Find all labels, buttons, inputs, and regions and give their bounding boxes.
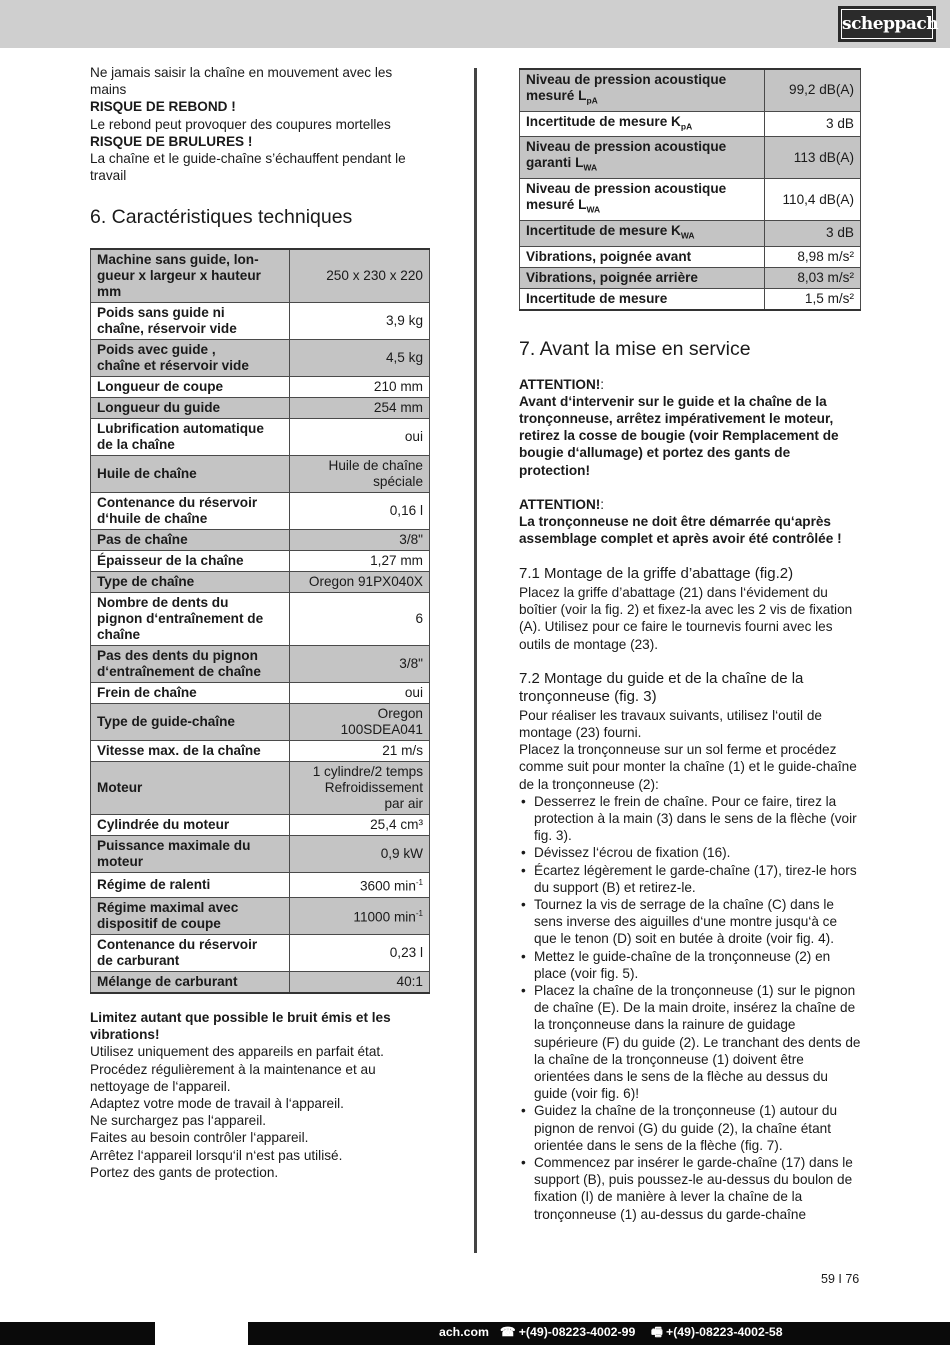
spec-row bbox=[91, 340, 430, 377]
spec-row bbox=[91, 572, 430, 593]
left-column bbox=[90, 64, 430, 1181]
intro-line: La chaîne et le guide-chaîne s’échauffent pendant le travail bbox=[90, 151, 406, 184]
spec-value: 3/8" bbox=[290, 646, 430, 683]
footer-phone: ☎ +(49)-08223-4002-99 bbox=[500, 1325, 636, 1339]
spec-value: 8,03 m/s² bbox=[765, 267, 861, 288]
spec-row bbox=[91, 762, 430, 815]
section-title-7: 7. Avant la mise en service bbox=[519, 337, 751, 360]
spec-value: 99,2 dB(A) bbox=[765, 69, 861, 111]
spec-row bbox=[520, 69, 861, 111]
intro-line: Le rebond peut provoquer des coupures mortelles bbox=[90, 116, 391, 132]
list-item: • Desserrez le frein de chaîne. Pour ce faire, tirez la protection à la main (3) dans le sens de la flèche (voir fig. 3). bbox=[519, 793, 861, 845]
advice-line: Portez des gants de protection. bbox=[90, 1164, 279, 1180]
spec-row bbox=[91, 741, 430, 762]
spec-label: Épaisseur de la chaîne bbox=[91, 551, 290, 572]
spec-label: Longueur de coupe bbox=[91, 377, 290, 398]
advice-line: Procédez régulièrement à la maintenance et au nettoyage de l‘appareil. bbox=[90, 1061, 376, 1094]
advice-line: Faites au besoin contrôler l‘appareil. bbox=[90, 1130, 309, 1146]
intro-line: RISQUE DE BRULURES ! bbox=[90, 133, 253, 149]
spec-row bbox=[91, 646, 430, 683]
spec-label: Incertitude de mesure $K_{pA}$ bbox=[520, 111, 765, 137]
spec-label: Mélange de carburant bbox=[91, 971, 290, 993]
footer-bar bbox=[0, 1322, 950, 1345]
brand-logo-text: scheppach bbox=[841, 9, 933, 39]
spec-label: Lubrification automatique de la chaîne bbox=[91, 419, 290, 456]
spec-label: Machine sans guide, lon- gueur x largeur x hauteur mm bbox=[91, 249, 290, 303]
spec-label: Niveau de pression acoustique mesuré $L_{pA}$ bbox=[520, 69, 765, 111]
spec-label: Moteur bbox=[91, 762, 290, 815]
spec-row bbox=[91, 704, 430, 741]
spec-row bbox=[91, 419, 430, 456]
spec-label: Type de guide-chaîne bbox=[91, 704, 290, 741]
spec-value: oui bbox=[290, 419, 430, 456]
right-column bbox=[519, 68, 861, 1223]
noise-advice bbox=[90, 1043, 430, 1181]
advice-line: Adaptez votre mode de travail à l‘appareil. bbox=[90, 1095, 344, 1111]
intro-line: Ne jamais saisir la chaîne en mouvement avec les mains bbox=[90, 65, 393, 98]
noise-warning: Limitez autant que possible le bruit émis et les vibrations! bbox=[90, 1009, 391, 1043]
attention-text: La tronçonneuse ne doit être démarrée qu‘après assemblage complet et après avoir été contrôlée ! bbox=[519, 514, 842, 547]
spec-value: Oregon 91PX040X bbox=[290, 572, 430, 593]
spec-row bbox=[91, 815, 430, 836]
spec-row bbox=[91, 873, 430, 898]
spec-label: Frein de chaîne bbox=[91, 683, 290, 704]
header-bar bbox=[0, 0, 950, 48]
subsection-text-7-2: Placez la tronçonneuse sur un sol ferme et procédez comme suit pour monter la chaîne (1) et le guide-chaîne de la tronçonneuse (2): bbox=[519, 742, 857, 792]
list-item: • Mettez le guide-chaîne de la tronçonneuse (2) en place (voir fig. 5). bbox=[519, 948, 861, 982]
spec-value: 3 dB bbox=[765, 111, 861, 137]
spec-label: Vibrations, poignée avant bbox=[520, 246, 765, 267]
page-number: 59 I 76 bbox=[821, 1272, 860, 1286]
spec-row bbox=[520, 288, 861, 310]
attention-label: ATTENTION! bbox=[519, 496, 601, 512]
spec-label: Niveau de pression acoustique garanti $L_{WA}$ bbox=[520, 137, 765, 179]
spec-label: Puissance maximale du moteur bbox=[91, 836, 290, 873]
spec-value: 6 bbox=[290, 593, 430, 646]
subsection-title-7-2: 7.2 Montage du guide et de la chaîne de la tronçonneuse (fig. 3) bbox=[519, 669, 804, 706]
spec-label: Longueur du guide bbox=[91, 398, 290, 419]
spec-label: Pas des dents du pignon d‘entraînement de chaîne bbox=[91, 646, 290, 683]
spec-value: 113 dB(A) bbox=[765, 137, 861, 179]
spec-row bbox=[520, 111, 861, 137]
spec-row bbox=[91, 593, 430, 646]
footer-website[interactable]: ach.com bbox=[439, 1325, 489, 1339]
attention-block-2: ATTENTION!: La tronçonneuse ne doit être démarrée qu‘après assemblage complet et après avoir été contrôlée ! bbox=[519, 496, 861, 548]
spec-label: Pas de chaîne bbox=[91, 530, 290, 551]
subsection-text-7-2: Pour réaliser les travaux suivants, utilisez l‘outil de montage (23) fourni. bbox=[519, 707, 822, 740]
advice-line: Arrêtez l‘appareil lorsqu‘il n‘est pas utilisé. bbox=[90, 1147, 343, 1163]
spec-value: 3 dB bbox=[765, 220, 861, 246]
advice-line: Utilisez uniquement des appareils en parfait état. bbox=[90, 1044, 384, 1060]
spec-row bbox=[91, 377, 430, 398]
spec-value: 250 x 230 x 220 bbox=[290, 249, 430, 303]
spec-table-right bbox=[519, 68, 861, 311]
spec-label: Vibrations, poignée arrière bbox=[520, 267, 765, 288]
list-item: • Tournez la vis de serrage de la chaîne (C) dans le sens inverse des aiguilles d‘une montre jusqu‘à ce que le tenon (D) soit en butée à droite (voir fig. 4). bbox=[519, 896, 861, 948]
spec-value: oui bbox=[290, 683, 430, 704]
spec-value: 11000 $\min^{-1}$ bbox=[290, 897, 430, 934]
list-item: • Placez la chaîne de la tronçonneuse (1) sur le pignon de chaîne (E). De la main droite, insérez la chaîne de la tronçonneuse dans la rainure de guidage supérieure (F) du guide (2). Le tranchant des dents de la chaîne de la tronçonneuse (1) doivent être orientées dans le sens de la flèche au dessus du guide (voir fig. 6)! bbox=[519, 982, 861, 1102]
spec-value: 4,5 kg bbox=[290, 340, 430, 377]
spec-row bbox=[91, 456, 430, 493]
spec-row bbox=[91, 836, 430, 873]
spec-row bbox=[91, 493, 430, 530]
column-divider bbox=[474, 68, 477, 1253]
section-title-6: 6. Caractéristiques techniques bbox=[90, 206, 353, 229]
advice-line: Ne surchargez pas l‘appareil. bbox=[90, 1113, 267, 1129]
spec-row bbox=[91, 897, 430, 934]
intro-line: RISQUE DE REBOND ! bbox=[90, 99, 236, 115]
spec-value: 210 mm bbox=[290, 377, 430, 398]
spec-row bbox=[91, 551, 430, 572]
list-item: • Dévissez l‘écrou de fixation (16). bbox=[519, 844, 861, 861]
spec-table-left bbox=[90, 248, 430, 994]
spec-row bbox=[91, 971, 430, 993]
spec-label: Niveau de pression acoustique mesuré $L_{WA}$ bbox=[520, 179, 765, 221]
spec-label: Régime de ralenti bbox=[91, 873, 290, 898]
spec-value: 1 cylindre/2 temps Refroidissement par air bbox=[290, 762, 430, 815]
spec-row bbox=[91, 934, 430, 971]
spec-value: Oregon 100SDEA041 bbox=[290, 704, 430, 741]
spec-label: Poids avec guide , chaîne et réservoir vide bbox=[91, 340, 290, 377]
list-item: • Commencez par insérer le garde-chaîne (17) dans le support (B), puis poussez-le au-dessus du boulon de fixation (I) de manière à lever la chaîne de la tronçonneuse (1) au-dessus du garde-chaîne bbox=[519, 1154, 861, 1223]
spec-label: Huile de chaîne bbox=[91, 456, 290, 493]
brand-logo bbox=[838, 6, 939, 42]
spec-value: 0,23 l bbox=[290, 934, 430, 971]
spec-value: 3600 $\min^{-1}$ bbox=[290, 873, 430, 898]
spec-label: Incertitude de mesure bbox=[520, 288, 765, 310]
spec-row bbox=[520, 179, 861, 221]
spec-value: 0,16 l bbox=[290, 493, 430, 530]
spec-row bbox=[520, 220, 861, 246]
spec-value: 40:1 bbox=[290, 971, 430, 993]
spec-label: Poids sans guide ni chaîne, réservoir vide bbox=[91, 303, 290, 340]
attention-label: ATTENTION! bbox=[519, 376, 601, 392]
intro-text bbox=[90, 64, 430, 184]
footer-block bbox=[0, 1322, 155, 1345]
spec-value: 1,27 mm bbox=[290, 551, 430, 572]
spec-row bbox=[520, 246, 861, 267]
spec-value: Huile de chaîne spéciale bbox=[290, 456, 430, 493]
spec-label: Incertitude de mesure $K_{WA}$ bbox=[520, 220, 765, 246]
spec-value: 3,9 kg bbox=[290, 303, 430, 340]
spec-label: Nombre de dents du pignon d‘entraînement de chaîne bbox=[91, 593, 290, 646]
spec-value: 110,4 dB(A) bbox=[765, 179, 861, 221]
instruction-list bbox=[519, 793, 861, 1223]
attention-block-1: ATTENTION!: Avant d‘intervenir sur le guide et la chaîne de la tronçonneuse, arrêtez impérativement le moteur, retirez la cosse de bougie (voir Remplacement de bougie d‘allumage) et portez des gants de protection! bbox=[519, 376, 861, 479]
spec-label: Contenance du réservoir d‘huile de chaîne bbox=[91, 493, 290, 530]
spec-row bbox=[520, 137, 861, 179]
spec-row bbox=[91, 530, 430, 551]
spec-row bbox=[91, 303, 430, 340]
spec-row bbox=[91, 249, 430, 303]
spec-value: 21 m/s bbox=[290, 741, 430, 762]
attention-text: Avant d‘intervenir sur le guide et la chaîne de la tronçonneuse, arrêtez impérativement le moteur, retirez la cosse de bougie (voir Remplacement de bougie d‘allumage) et portez des gants de protection! bbox=[519, 393, 839, 478]
spec-label: Contenance du réservoir de carburant bbox=[91, 934, 290, 971]
spec-row bbox=[91, 683, 430, 704]
spec-row bbox=[520, 267, 861, 288]
spec-label: Cylindrée du moteur bbox=[91, 815, 290, 836]
spec-row bbox=[91, 398, 430, 419]
spec-value: 3/8" bbox=[290, 530, 430, 551]
spec-value: 254 mm bbox=[290, 398, 430, 419]
footer-fax: 🖷 +(49)-08223-4002-58 bbox=[651, 1325, 783, 1339]
spec-value: 8,98 m/s² bbox=[765, 246, 861, 267]
footer-contact bbox=[248, 1322, 950, 1345]
spec-label: Vitesse max. de la chaîne bbox=[91, 741, 290, 762]
spec-value: 0,9 kW bbox=[290, 836, 430, 873]
spec-label: Type de chaîne bbox=[91, 572, 290, 593]
spec-label: Régime maximal avec dispositif de coupe bbox=[91, 897, 290, 934]
subsection-title-7-1: 7.1 Montage de la griffe d’abattage (fig.2) bbox=[519, 565, 794, 583]
subsection-text-7-1: Placez la griffe d’abattage (21) dans l‘évidement du boîtier (voir la fig. 2) et fixez-la avec les 2 vis de fixation (A). Utilisez pour ce faire le tournevis fourni avec les outils de montage (23). bbox=[519, 584, 853, 652]
list-item: • Écartez légèrement le garde-chaîne (17), tirez-le hors du support (B) et retirez-le. bbox=[519, 862, 861, 896]
list-item: • Guidez la chaîne de la tronçonneuse (1) autour du pignon de renvoi (G) du guide (2), la chaîne étant orientée dans le sens de la flèche (fig. 7). bbox=[519, 1102, 861, 1154]
spec-value: 1,5 m/s² bbox=[765, 288, 861, 310]
spec-value: 25,4 cm³ bbox=[290, 815, 430, 836]
